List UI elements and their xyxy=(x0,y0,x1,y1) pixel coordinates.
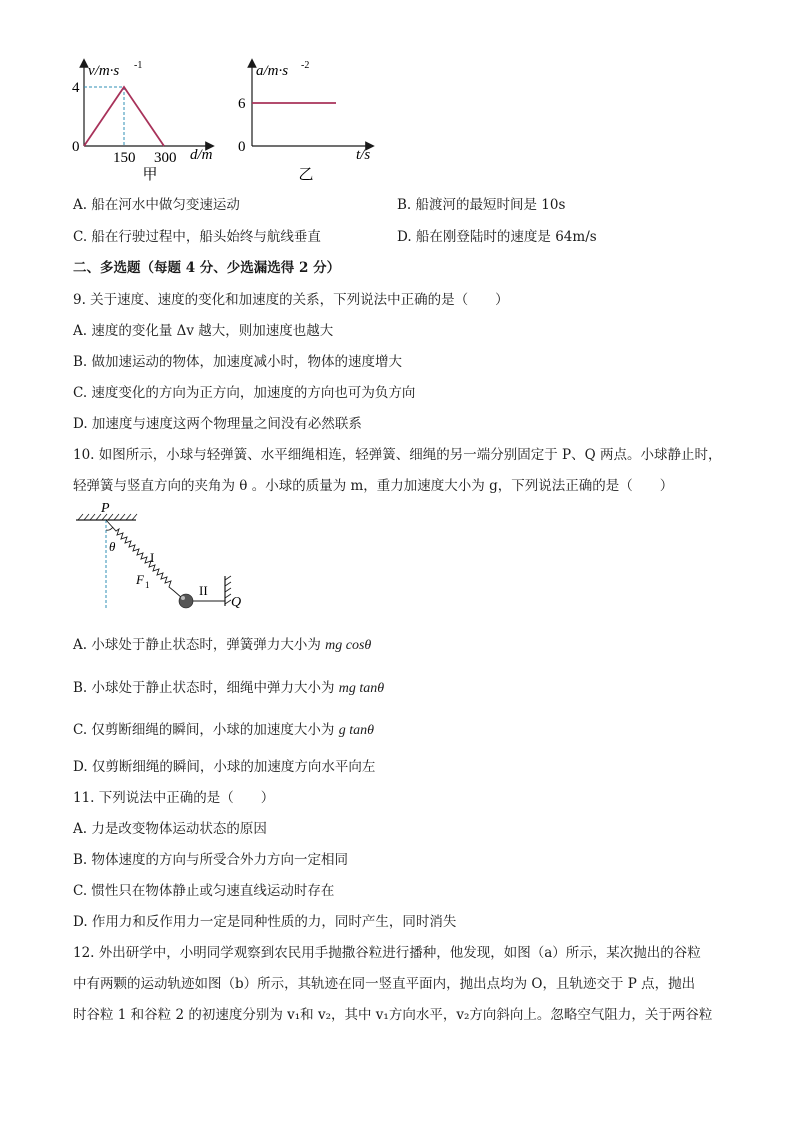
q9-option-d: D. 加速度与速度这两个物理量之间没有必然联系 xyxy=(73,416,362,432)
tick-y-value: 6 xyxy=(238,96,246,112)
q9-option-a: A. 速度的变化量 Δv 越大，则加速度也越大 xyxy=(73,323,334,339)
q9-option-b: B. 做加速运动的物体，加速度减小时，物体的速度增大 xyxy=(73,354,403,370)
q10-spring-figure xyxy=(70,500,260,615)
caption-jia: 甲 xyxy=(142,167,158,183)
graph-yi xyxy=(232,55,392,185)
y-axis-label: a/m·s xyxy=(256,63,289,79)
x-axis-label: d/m xyxy=(190,147,213,163)
theta-arc xyxy=(106,527,113,530)
label-p: P xyxy=(101,501,110,516)
tick-y-peak: 4 xyxy=(72,80,80,96)
q10-option-a-math: mg cosθ xyxy=(325,638,372,653)
tick-origin: 0 xyxy=(238,139,246,155)
q10-stem-line2: 轻弹簧与竖直方向的夹角为 θ 。小球的质量为 m，重力加速度大小为 g，下列说法正确的是（ ） xyxy=(73,478,674,494)
q11-option-d: D. 作用力和反作用力一定是同种性质的力，同时产生，同时消失 xyxy=(73,914,457,930)
q9-option-c: C. 速度变化的方向为正方向，加速度的方向也可为负方向 xyxy=(73,385,416,401)
q10-option-b-math: mg tanθ xyxy=(338,681,385,696)
y-axis-sup: -1 xyxy=(134,60,143,71)
ball xyxy=(179,594,193,608)
label-theta: θ xyxy=(109,539,116,554)
label-q: Q xyxy=(231,595,242,610)
q10-option-c-text: C. 仅剪断细绳的瞬间，小球的加速度大小为 xyxy=(73,722,339,738)
q10-stem-line1: 10. 如图所示，小球与轻弹簧、水平细绳相连，轻弹簧、细绳的另一端分别固定于 P、Q 两点。小球静止时， xyxy=(73,447,722,463)
q11-stem: 11. 下列说法中正确的是（ ） xyxy=(73,790,275,806)
ball-highlight xyxy=(181,596,185,600)
y-axis-sup: -2 xyxy=(301,60,310,71)
q10-option-a xyxy=(73,633,371,654)
q12-line2: 中有两颗的运动轨迹如图（b）所示，其轨迹在同一竖直平面内，抛出点均为 O，且轨迹交于 P 点，抛出 xyxy=(73,976,696,992)
q9-stem: 9. 关于速度、速度的变化和加速度的关系，下列说法中正确的是（ ） xyxy=(73,292,509,308)
section2-title: 二、多选题（每题 4 分、少选漏选得 2 分） xyxy=(73,260,341,276)
q10-option-c xyxy=(73,718,374,739)
q8-option-a: A. 船在河水中做匀变速运动 xyxy=(73,197,240,213)
x-axis-label: t/s xyxy=(356,147,371,163)
spring xyxy=(106,520,182,598)
q10-option-b-text: B. 小球处于静止状态时，细绳中弹力大小为 xyxy=(73,680,339,696)
q10-option-b xyxy=(73,676,384,697)
tick-origin: 0 xyxy=(72,139,80,155)
q10-option-c-math: g tanθ xyxy=(338,723,375,738)
q8-option-b: B. 船渡河的最短时间是 10s xyxy=(397,197,566,213)
q10-option-a-text: A. 小球处于静止状态时，弹簧弹力大小为 xyxy=(73,637,326,653)
label-f1: F xyxy=(136,572,144,587)
q10-option-d: D. 仅剪断细绳的瞬间，小球的加速度方向水平向左 xyxy=(73,759,376,775)
tick-x-end: 300 xyxy=(154,150,177,166)
q8-option-c: C. 船在行驶过程中，船头始终与航线垂直 xyxy=(73,229,321,245)
caption-yi: 乙 xyxy=(298,167,314,183)
label-i: I xyxy=(150,550,155,565)
label-f1-sub: 1 xyxy=(145,580,150,590)
label-ii: II xyxy=(199,583,208,598)
q8-option-d: D. 船在刚登陆时的速度是 64m/s xyxy=(397,229,597,245)
q11-option-a: A. 力是改变物体运动状态的原因 xyxy=(73,821,267,837)
q11-option-c: C. 惯性只在物体静止或匀速直线运动时存在 xyxy=(73,883,335,899)
q11-option-b: B. 物体速度的方向与所受合外力方向一定相同 xyxy=(73,852,349,868)
tick-x-mid: 150 xyxy=(113,150,136,166)
graph-jia xyxy=(62,55,237,185)
q12-line1: 12. 外出研学中，小明同学观察到农民用手抛撒谷粒进行播种，他发现，如图（a）所示，某次抛出的谷粒 xyxy=(73,945,701,961)
q12-line3: 时谷粒 1 和谷粒 2 的初速度分别为 v₁和 v₂，其中 v₁方向水平，v₂方向斜向上。忽略空气阻力，关于两谷粒 xyxy=(73,1007,713,1023)
y-axis-label: v/m·s xyxy=(88,63,120,79)
